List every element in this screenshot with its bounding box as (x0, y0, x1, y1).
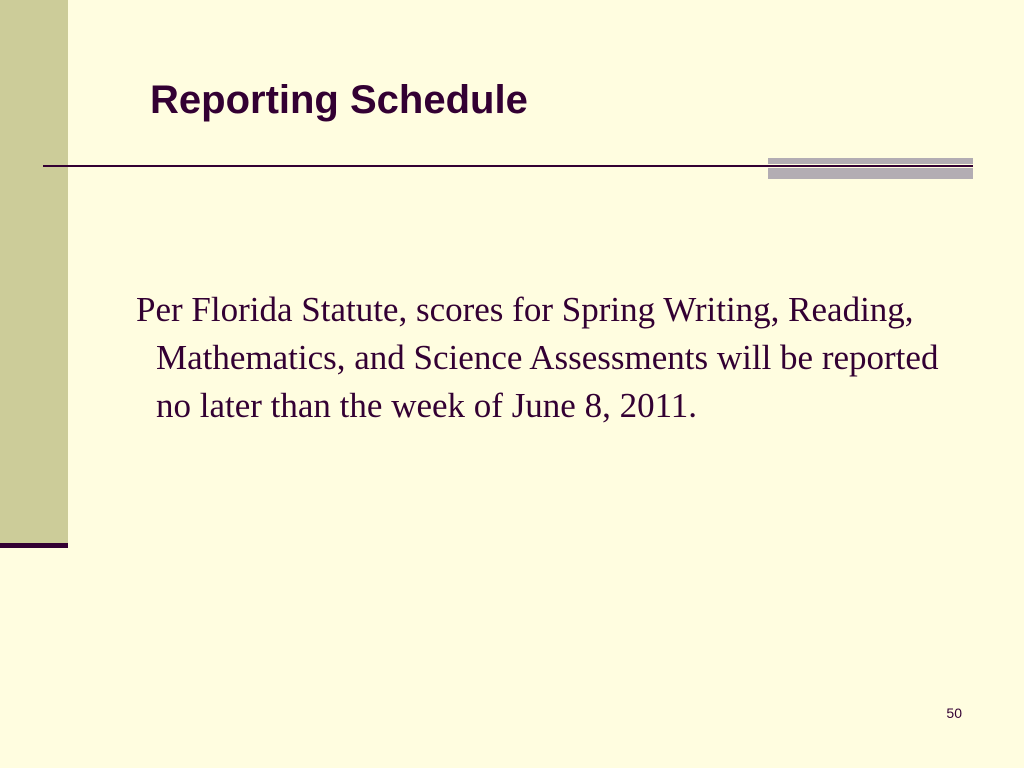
slide-number: 50 (946, 705, 962, 721)
title-underline-accent (768, 158, 973, 179)
slide-body-text: Per Florida Statute, scores for Spring Writing, Reading, Mathematics, and Science Assessments will be reported no later than the week of June 8, 2011. (136, 290, 939, 425)
left-bar-accent-line (0, 543, 68, 548)
slide-title: Reporting Schedule (150, 78, 528, 122)
left-decorative-bar (0, 0, 68, 543)
